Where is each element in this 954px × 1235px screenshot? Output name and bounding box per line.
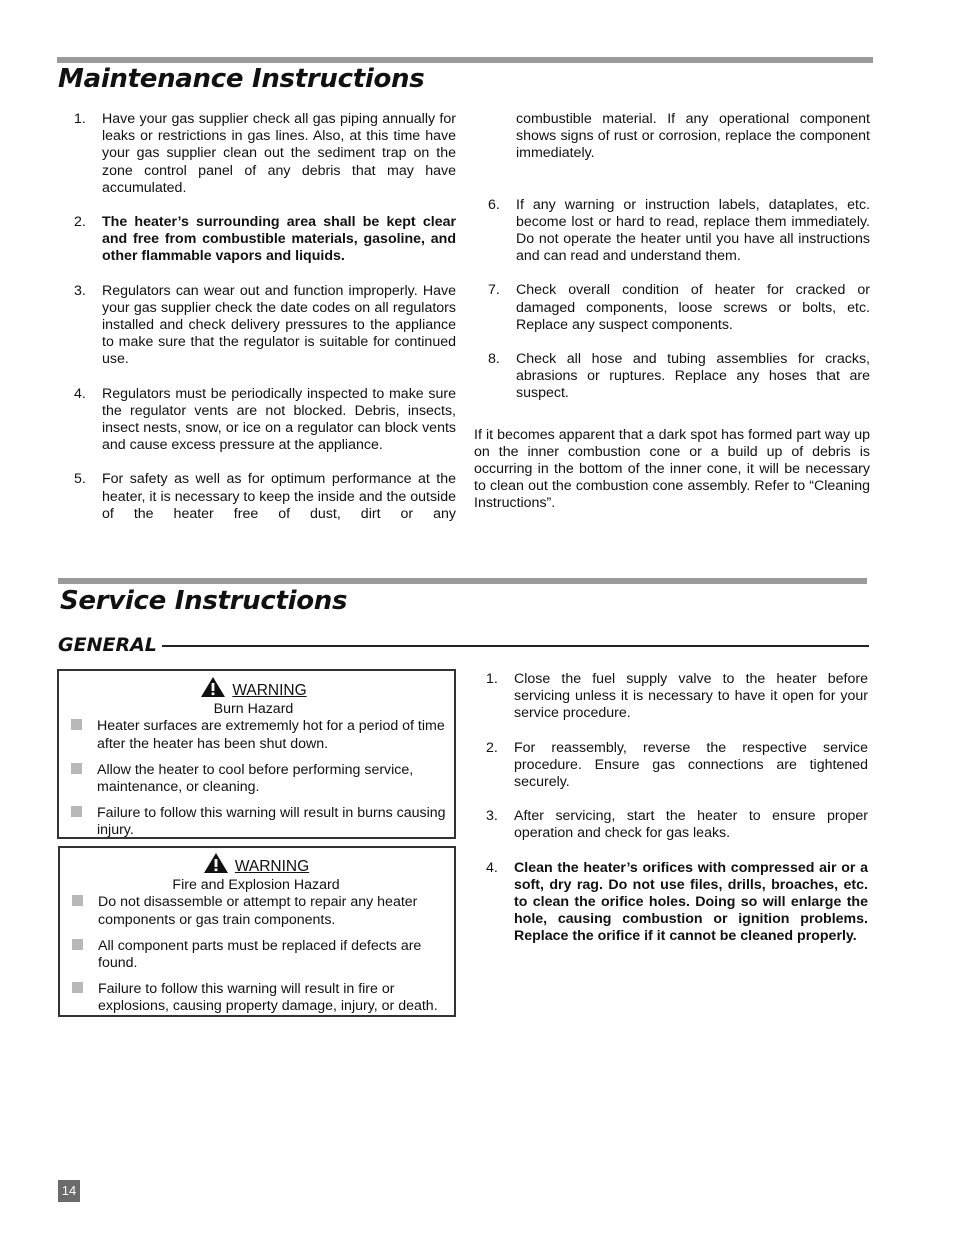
bullet-square-icon [71, 763, 82, 774]
hazard-type: Fire and Explosion Hazard [172, 877, 340, 894]
item-text: Regulators can wear out and function improperly. Have your gas supplier check the date codes on all regulators installed and check delivery pressures to the appliance to make sure that the regulator is suitable for continued use. [102, 282, 456, 368]
list-item [472, 860, 868, 946]
maintenance-right-column [474, 111, 870, 513]
item-text: Regulators must be periodically inspected to make sure the regulator vents are not blocked. Debris, insects, insect nests, snow, or ice on a regulator can block vents and cause excess pressure at the appliance. [102, 385, 456, 454]
item-number: 5. [74, 471, 86, 488]
item-text: Check overall condition of heater for cracked or damaged components, loose screws or bolts, etc. Replace any suspect components. [516, 282, 870, 333]
item-text: Clean the heater’s orifices with compressed air or a soft, dry rag. Do not use files, drills, broaches, etc. to clean the orifice holes. Doing so will enlarge the hole, causing combustion or ignition problems. Replace the orifice if it cannot be cleaned properly. [514, 859, 868, 945]
item-text: Close the fuel supply valve to the heater before servicing unless it is necessary to have it open for your service procedure. [514, 671, 868, 722]
list-item [58, 386, 456, 455]
warning-bullet [59, 805, 448, 839]
service-title: Service Instructions [60, 586, 348, 616]
item-text: Have your gas supplier check all gas piping annually for leaks or restrictions in gas lines. Also, at this time have your gas supplier clean out the sediment trap on the zone control panel of any debris that may have accumulated. [102, 111, 456, 196]
list-item [58, 471, 456, 523]
item-text: If any warning or instruction labels, dataplates, etc. become lost or hard to read, replace them immediately. Do not operate the heater until you have all instructions and can read and understand them. [516, 196, 870, 265]
item-text: Check all hose and tubing assemblies for cracks, abrasions or ruptures. Replace any hoses that are suspect. [516, 351, 870, 402]
cleaning-note: If it becomes apparent that a dark spot has formed part way up on the inner combustion cone or a build up of debris is occurring in the bottom of the inner cone, it will be necessary to clean out the combustion cone assembly. Refer to “Cleaning Instructions”. [474, 426, 870, 512]
warning-bullet [59, 762, 448, 796]
item-text: After servicing, start the heater to ensure proper operation and check for gas leaks. [514, 808, 868, 842]
hazard-type: Burn Hazard [213, 701, 294, 718]
item-number: 2. [74, 214, 86, 231]
item-number: 8. [488, 351, 500, 368]
list-item [472, 808, 868, 842]
item-continuation: combustible material. If any operational component shows signs of rust or corrosion, replace the component immediately. [516, 111, 870, 162]
list-item [472, 740, 868, 792]
warning-label: WARNING [232, 682, 307, 699]
item-number: 4. [486, 859, 498, 876]
bullet-text: All component parts must be replaced if defects are found. [98, 937, 422, 972]
general-heading-rule [162, 645, 869, 647]
item-number: 4. [74, 385, 86, 402]
bullet-square-icon [71, 806, 82, 817]
list-item [472, 671, 868, 723]
item-number: 1. [486, 671, 498, 687]
item-number: 3. [486, 808, 498, 825]
section-rule [57, 57, 873, 63]
warning-header [59, 676, 448, 700]
item-number: 7. [488, 282, 500, 299]
warning-triangle-icon [203, 852, 229, 874]
item-text: For reassembly, reverse the respective service procedure. Ensure gas connections are tightened securely. [514, 739, 868, 791]
section-rule [58, 578, 867, 584]
list-item [58, 283, 456, 369]
item-text: The heater’s surrounding area shall be kept clear and free from combustible materials, gasoline, and other flammable vapors and liquids. [102, 214, 456, 265]
list-item [474, 351, 870, 403]
general-heading: GENERAL [58, 634, 157, 656]
item-text: For safety as well as for optimum performance at the heater, it is necessary to keep the inside and the outside of the heater free of dust, dirt or any [102, 471, 456, 522]
list-item [474, 282, 870, 334]
maintenance-title: Maintenance Instructions [58, 64, 425, 94]
item-number: 1. [74, 111, 86, 127]
list-item [474, 197, 870, 266]
item-number: 3. [74, 282, 86, 299]
bullet-square-icon [72, 939, 83, 950]
bullet-square-icon [71, 719, 82, 730]
warning-triangle-icon [200, 676, 226, 698]
warning-bullet [60, 894, 452, 928]
warning-bullet [60, 981, 452, 1015]
service-steps [472, 671, 868, 963]
burn-hazard-warning [57, 669, 456, 839]
item-number: 6. [488, 196, 500, 213]
bullet-text: Do not disassemble or attempt to repair any heater components or gas train components. [98, 894, 418, 928]
bullet-text: Failure to follow this warning will result in burns causing injury. [97, 805, 446, 839]
maintenance-left-column [58, 111, 456, 540]
list-item [58, 111, 456, 197]
bullet-text: Failure to follow this warning will result in fire or explosions, causing property damage, injury, or death. [98, 981, 438, 1015]
bullet-square-icon [72, 982, 83, 993]
list-item [58, 214, 456, 266]
page-number-badge: 14 [58, 1180, 80, 1202]
warning-bullet [60, 938, 452, 972]
fire-explosion-warning [58, 846, 456, 1017]
item-number: 2. [486, 739, 498, 756]
bullet-text: Heater surfaces are extrememly hot for a period of time after the heater has been shut down. [97, 718, 445, 752]
warning-bullet [59, 718, 448, 752]
warning-header [60, 852, 452, 876]
warning-label: WARNING [234, 858, 310, 875]
bullet-text: Allow the heater to cool before performing service, maintenance, or cleaning. [97, 761, 414, 796]
bullet-square-icon [72, 895, 83, 906]
